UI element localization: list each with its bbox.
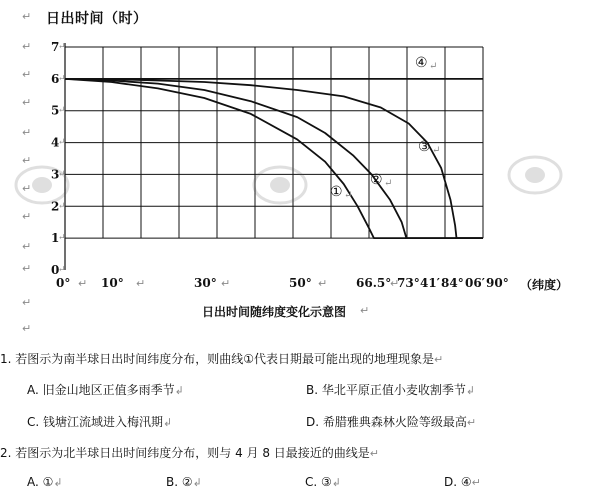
paragraph-mark: ↵ — [344, 190, 353, 201]
paragraph-mark: ↵ — [58, 169, 66, 180]
question-1-option-a: A. 旧金山地区正值多雨季节↲ — [27, 383, 184, 397]
x-tick-label: 41′ — [420, 276, 440, 290]
paragraph-mark: ↵ — [22, 154, 32, 167]
x-tick-label: 10° — [101, 276, 124, 290]
y-tick-label: 1 — [51, 231, 60, 246]
question-2-option-c: C. ③↲ — [305, 475, 341, 489]
paragraph-mark: ↵ — [318, 277, 328, 290]
question-1-option-b: B. 华北平原正值小麦收割季节↲ — [306, 383, 476, 397]
watermark-logo — [12, 160, 72, 210]
paragraph-mark: ↵ — [22, 40, 32, 53]
paragraph-mark: ↵ — [22, 10, 32, 23]
paragraph-mark: ↵ — [22, 322, 32, 335]
question-2-option-d: D. ④↵ — [444, 475, 481, 489]
paragraph-mark: ↵ — [22, 240, 32, 253]
y-tick-labels — [51, 40, 66, 277]
watermark-logo — [505, 150, 565, 200]
x-tick-label: 50° — [289, 276, 312, 290]
paragraph-mark: ↵ — [58, 233, 66, 244]
question-2-option-b: B. ②↲ — [166, 475, 202, 489]
question-2-stem: 2. 若图示为北半球日出时间纬度分布，则与 4 月 8 日最接近的曲线是↵ — [0, 446, 380, 460]
chart-grid — [65, 43, 483, 270]
paragraph-mark: ↵ — [384, 178, 393, 189]
paragraph-mark: ↵ — [22, 262, 32, 275]
paragraph-mark: ↵ — [22, 68, 32, 81]
x-axis-title: （纬度） — [520, 278, 569, 292]
question-2-option-a: A. ①↲ — [27, 475, 63, 489]
paragraph-mark: ↵ — [58, 201, 66, 212]
y-tick-label: 6 — [51, 71, 60, 86]
paragraph-mark: ↵ — [58, 73, 66, 84]
paragraph-mark: ↵ — [432, 145, 441, 156]
y-tick-label: 4 — [51, 135, 60, 150]
paragraph-mark: ↵ — [58, 105, 66, 116]
y-tick-label: 5 — [51, 103, 60, 118]
x-tick-label: 90° — [486, 276, 509, 290]
paragraph-mark: ↵ — [78, 277, 88, 290]
y-tick-label: 7 — [51, 40, 60, 54]
x-tick-label: 84° — [441, 276, 464, 290]
paragraph-mark: ↵ — [58, 137, 66, 148]
series-line-2 — [65, 79, 483, 238]
paragraph-mark: ↵ — [22, 96, 32, 109]
series-label: ② — [370, 172, 383, 188]
paragraph-mark: ↵ — [58, 265, 66, 275]
series-line-3 — [65, 79, 483, 238]
series-labels — [330, 55, 440, 201]
paragraph-mark: ↵ — [390, 277, 400, 290]
x-tick-label: 73° — [397, 276, 420, 290]
paragraph-mark: ↵ — [22, 210, 32, 223]
series-label: ④ — [415, 55, 428, 71]
series-label: ① — [330, 184, 343, 200]
chart-caption: 日出时间随纬度变化示意图 — [202, 305, 347, 319]
paragraph-mark: ↵ — [429, 61, 438, 72]
paragraph-mark: ↵ — [221, 277, 231, 290]
series-label: ③ — [418, 139, 431, 155]
paragraph-mark: ↵ — [22, 182, 32, 195]
y-axis-title: 日出时间（时） — [46, 11, 148, 27]
y-tick-label: 2 — [51, 199, 60, 214]
question-1-stem: 1. 若图示为南半球日出时间纬度分布，则曲线①代表日期最可能出现的地理现象是↵ — [0, 352, 444, 366]
paragraph-mark: ↵ — [58, 42, 66, 52]
question-1-option-c: C. 钱塘江流域进入梅汛期↲ — [27, 415, 173, 429]
y-tick-label: 3 — [51, 167, 60, 182]
chart-curves — [65, 79, 483, 238]
x-tick-label: 06′ — [465, 276, 485, 290]
x-tick-label: 30° — [194, 276, 217, 290]
paragraph-mark: ↵ — [136, 277, 146, 290]
paragraph-mark: ↵ — [360, 304, 370, 317]
paragraph-mark: ↵ — [22, 296, 32, 309]
x-tick-label: 66.5° — [356, 276, 392, 290]
series-line-1 — [65, 79, 483, 238]
question-1-option-d: D. 希腊雅典森林火险等级最高↵ — [306, 415, 477, 429]
x-tick-label: 0° — [56, 276, 71, 290]
watermark-logo — [250, 160, 310, 210]
paragraph-mark: ↵ — [22, 126, 32, 139]
y-tick-label: 0 — [51, 263, 60, 277]
